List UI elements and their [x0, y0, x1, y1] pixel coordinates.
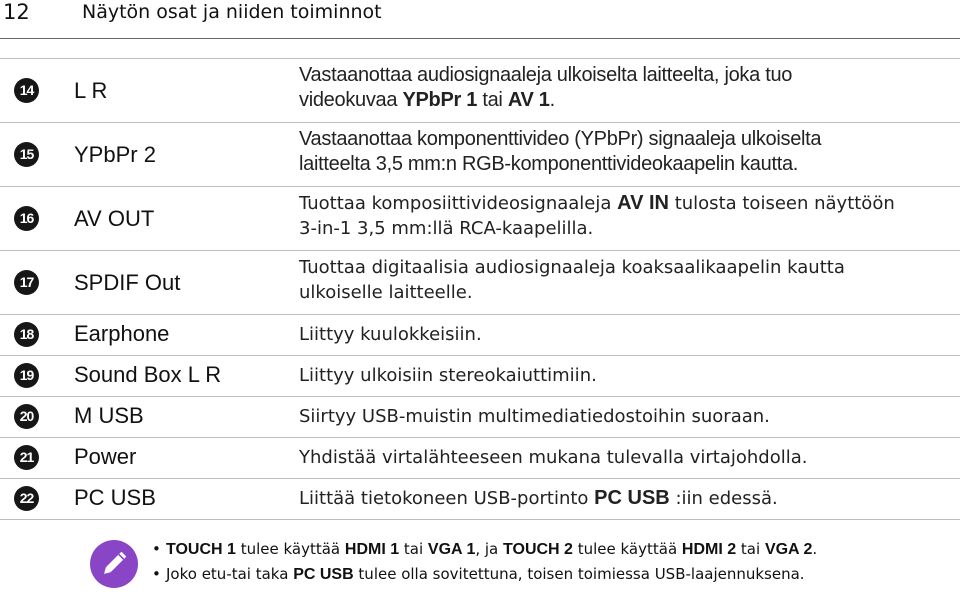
connector-table	[0, 58, 960, 520]
highlight-term: AV 1	[507, 89, 550, 111]
connector-description	[299, 255, 949, 305]
note-text: Joko etu-tai taka	[166, 565, 294, 583]
note-text: , ja	[475, 540, 504, 558]
page-number: 12	[3, 0, 30, 24]
note-box	[90, 532, 950, 592]
callout-number-badge: 14	[14, 78, 39, 103]
description-line: Tuottaa digitaalisia audiosignaaleja koaksaalikaapelin kautta	[299, 257, 845, 278]
table-row	[0, 250, 960, 314]
connector-name: SPDIF Out	[74, 270, 181, 295]
connector-name: YPbPr 2	[74, 142, 156, 167]
callout-number-badge: 22	[14, 486, 39, 511]
connector-description	[299, 127, 949, 177]
bullet-symbol: •	[152, 540, 161, 558]
description-text: Liittää tietokoneen USB-portinto	[299, 488, 595, 509]
highlight-term: AV IN	[617, 192, 669, 214]
note-bullets	[152, 537, 952, 587]
description-text: tai	[477, 89, 508, 111]
connector-name: M USB	[74, 403, 144, 428]
description-text: .	[549, 89, 555, 111]
callout-number-badge: 16	[14, 206, 39, 231]
description-line: ulkoiselle laitteelle.	[299, 282, 473, 303]
highlight-term: YPbPr 1	[402, 89, 478, 111]
table-row	[0, 58, 960, 122]
note-text: tai	[399, 540, 428, 558]
callout-number-badge: 20	[14, 404, 39, 429]
bold-term: PC USB	[293, 566, 354, 583]
bold-term: HDMI 2	[681, 541, 737, 558]
connector-name: L R	[74, 78, 108, 103]
callout-number-badge: 17	[14, 270, 39, 295]
connector-description: Siirtyy USB-muistin multimediatiedostoihin suoraan.	[299, 406, 770, 427]
description-text: tulosta toiseen näyttöön	[668, 193, 895, 214]
connector-description: Liittyy kuulokkeisiin.	[299, 324, 482, 345]
note-text: tulee olla sovitettuna, toisen toimiessa USB-laajennuksena.	[353, 565, 805, 583]
connector-name: Power	[74, 444, 137, 469]
bold-term: VGA 1	[427, 541, 476, 558]
callout-number-badge: 15	[14, 142, 39, 167]
description-line: Vastaanottaa audiosignaaleja ulkoiselta laitteelta, joka tuo	[299, 64, 793, 86]
connector-description	[299, 63, 949, 113]
description-text: :iin edessä.	[669, 488, 778, 509]
page-header	[0, 0, 960, 40]
bold-term: TOUCH 1	[166, 541, 236, 558]
connector-name: Sound Box L R	[74, 362, 222, 387]
description-text: Tuottaa komposiittivideosignaaleja	[299, 193, 618, 214]
callout-number-badge: 19	[14, 363, 39, 388]
connector-description: Yhdistää virtalähteeseen mukana tulevalla virtajohdolla.	[299, 447, 808, 468]
connector-description: Liittyy ulkoisiin stereokaiuttimiin.	[299, 365, 597, 386]
connector-name: PC USB	[74, 485, 156, 510]
callout-number-badge: 18	[14, 322, 39, 347]
highlight-term: PC USB	[594, 487, 670, 509]
header-divider	[0, 38, 960, 39]
table-row	[0, 396, 960, 437]
note-text: .	[812, 540, 818, 558]
bold-term: HDMI 1	[344, 541, 400, 558]
connector-name: Earphone	[74, 321, 170, 346]
table-row	[0, 437, 960, 478]
description-line: Vastaanottaa komponenttivideo (YPbPr) signaaleja ulkoiselta	[299, 128, 822, 150]
section-title: Näytön osat ja niiden toiminnot	[82, 1, 382, 23]
description-line: 3-in-1 3,5 mm:llä RCA-kaapelilla.	[299, 218, 594, 239]
note-text: tulee käyttää	[235, 540, 345, 558]
table-row	[0, 314, 960, 355]
table-row	[0, 186, 960, 250]
description-text: videokuvaa	[299, 89, 403, 111]
note-text: tulee käyttää	[572, 540, 682, 558]
bold-term: TOUCH 2	[503, 541, 573, 558]
table-row	[0, 122, 960, 186]
connector-name: AV OUT	[74, 206, 155, 231]
note-text: tai	[736, 540, 765, 558]
description-line: laitteelta 3,5 mm:n RGB-komponenttivideokaapelin kautta.	[299, 153, 799, 175]
connector-description	[299, 191, 949, 241]
connector-description	[299, 486, 949, 511]
table-row	[0, 355, 960, 396]
bullet-symbol: •	[152, 565, 161, 583]
table-row	[0, 478, 960, 520]
note-bullet	[152, 537, 952, 562]
bold-term: VGA 2	[764, 541, 813, 558]
callout-number-badge: 21	[14, 445, 39, 470]
pencil-note-icon	[90, 540, 138, 588]
note-bullet	[152, 562, 952, 587]
